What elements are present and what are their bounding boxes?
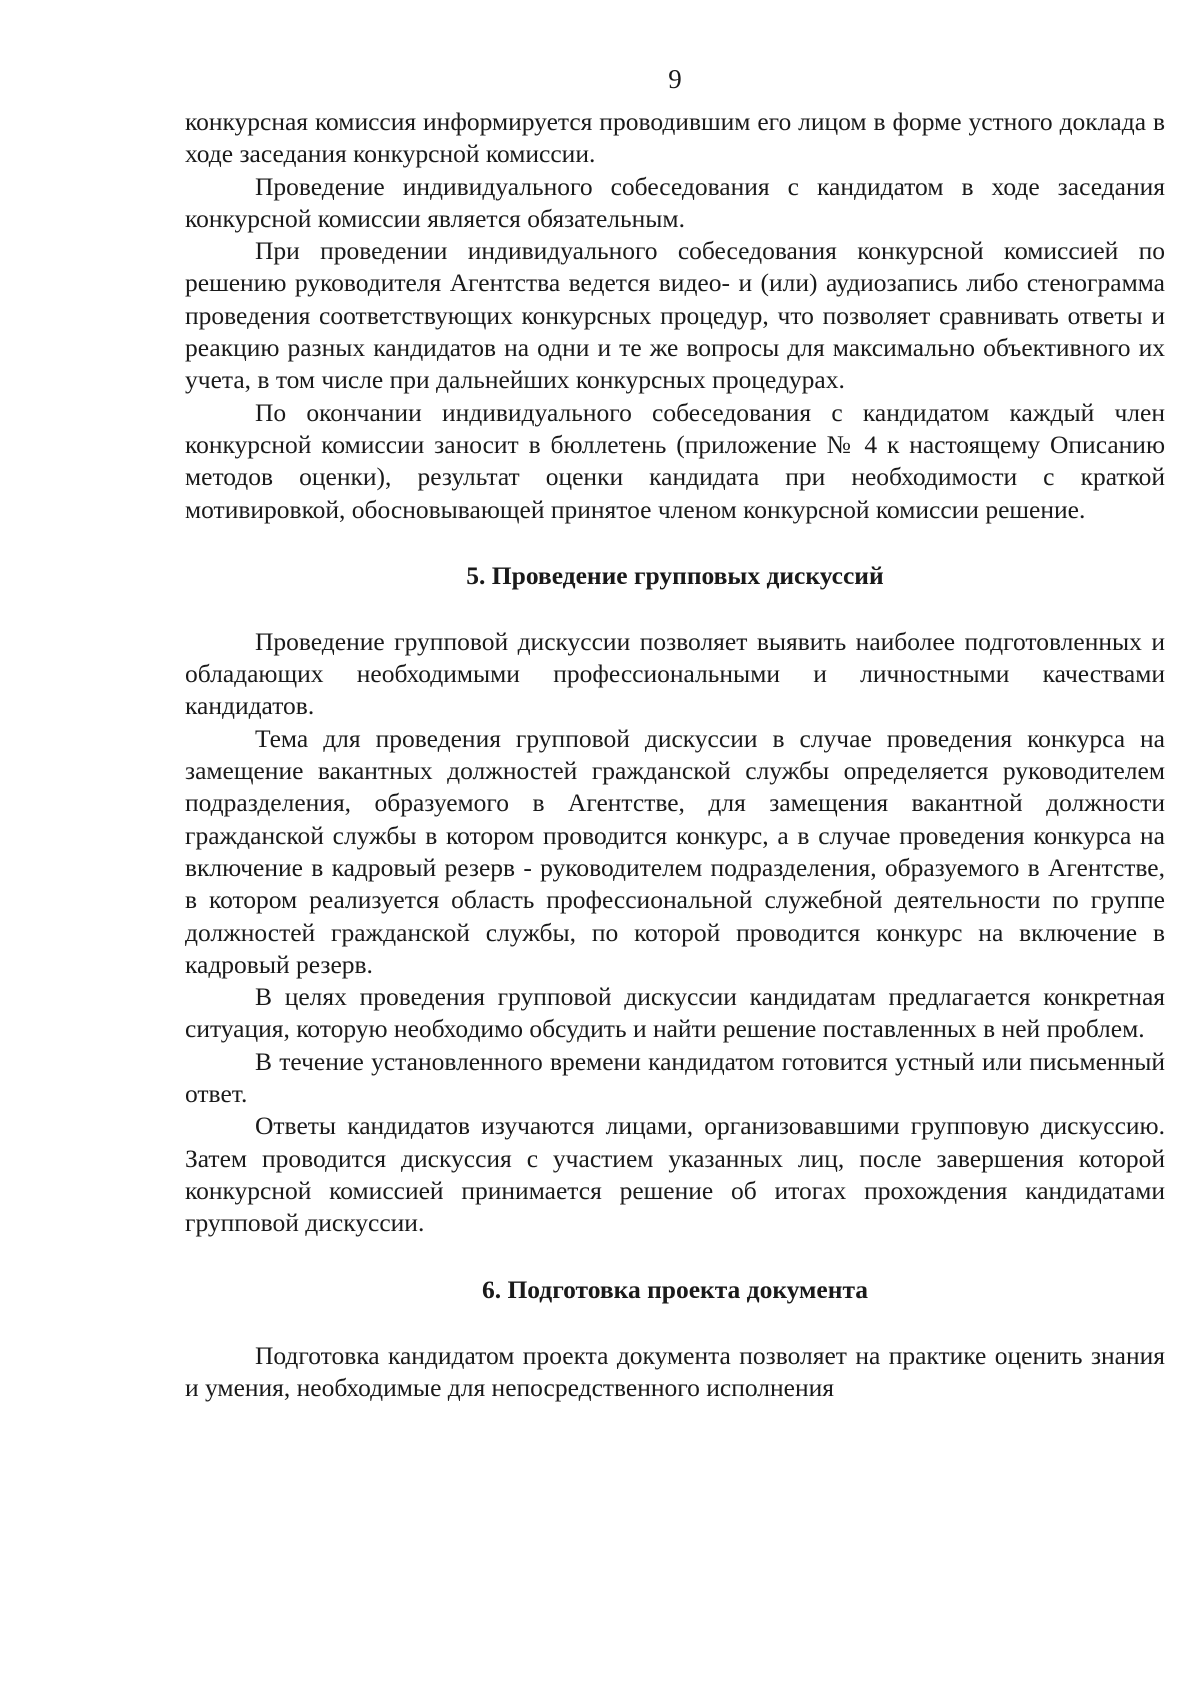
section-heading-5: 5. Проведение групповых дискуссий (466, 560, 884, 590)
paragraph-continuation: конкурсная комиссия информируется проводившим его лицом в форме устного доклада в ходе заседания конкурсной комиссии. (185, 107, 1165, 169)
page-number: 9 (668, 64, 682, 94)
paragraph-discussion-purpose: Проведение групповой дискуссии позволяет выявить наиболее подготовленных и обладающих необходимыми профессиональными и личностными качествами кандидатов. (185, 626, 1165, 721)
paragraph-interview-mandatory: Проведение индивидуального собеседования с кандидатом в ходе заседания конкурсной комиссии является обязательным. (185, 171, 1165, 233)
section-heading-6: 6. Подготовка проекта документа (481, 1274, 869, 1304)
paragraph-discussion-situation: В целях проведения групповой дискуссии кандидатам предлагается конкретная ситуация, которую необходимо обсудить и найти решение поставленных в ней проблем. (185, 982, 1165, 1044)
paragraph-draft-document: Подготовка кандидатом проекта документа позволяет на практике оценить знания и умения, необходимые для непосредственного исполнения (185, 1340, 1165, 1402)
paragraph-discussion-results: Ответы кандидатов изучаются лицами, организовавшими групповую дискуссию. Затем проводится дискуссия с участием указанных лиц, после завершения которой конкурсной комиссией принимается решение об итогах прохождения кандидатами групповой дискуссии. (185, 1111, 1165, 1238)
paragraph-discussion-answer: В течение установленного времени кандидатом готовится устный или письменный ответ. (185, 1046, 1165, 1109)
paragraph-discussion-topic: Тема для проведения групповой дискуссии в случае проведения конкурса на замещение вакантных должностей гражданской службы определяется руководителем подразделения, образуемого в Агентстве, для замещения вакантной должности гражданской службы в котором проводится конкурс, а в случае проведения конкурса на включение в кадровый резерв - руководителем подразделения, образуемого в Агентстве, в котором реализуется область профессиональной служебной деятельности по группе должностей гражданской службы, по которой проводится конкурс на включение в кадровый резерв. (185, 723, 1165, 979)
paragraph-interview-ballot: По окончании индивидуального собеседования с кандидатом каждый член конкурсной комиссии заносит в бюллетень (приложение № 4 к настоящему Описанию методов оценки), результат оценки кандидата при необходимости с краткой мотивировкой, обосновывающей принятое членом конкурсной комиссии решение. (185, 397, 1165, 524)
document-page (185, 62, 1165, 1404)
paragraph-interview-recording: При проведении индивидуального собеседования конкурсной комиссией по решению руководителя Агентства ведется видео- и (или) аудиозапись либо стенограмма проведения соответствующих конкурсных процедур, что позволяет сравнивать ответы и реакцию разных кандидатов на одни и те же вопросы для максимально объективного их учета, в том числе при дальнейших конкурсных процедурах. (185, 236, 1165, 395)
